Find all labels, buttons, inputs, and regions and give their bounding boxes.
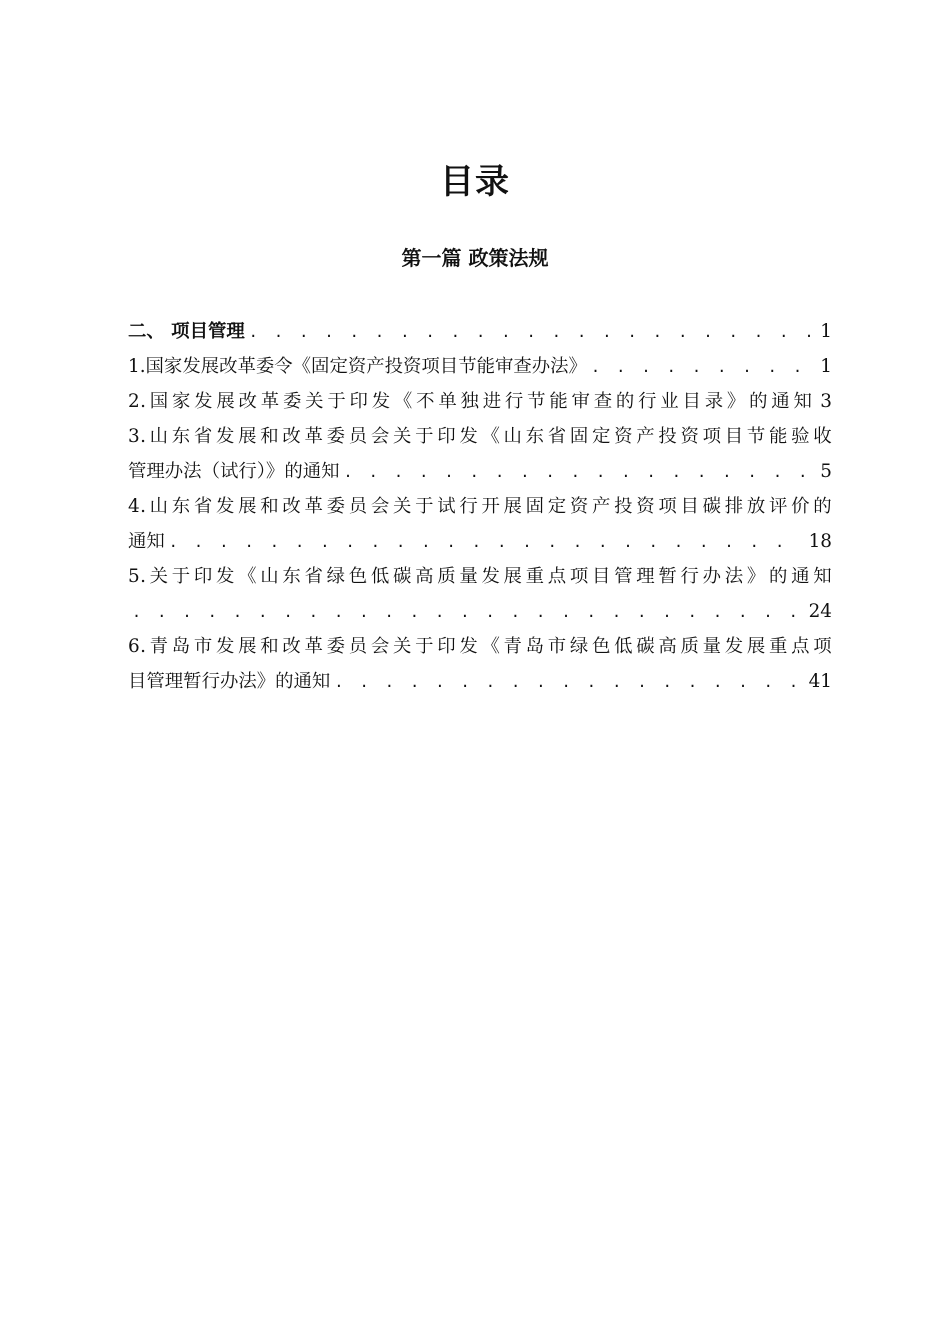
dot-leader	[169, 525, 803, 560]
toc-entry-5[interactable]	[128, 559, 832, 629]
dot-leader	[334, 665, 802, 700]
toc-entry-4[interactable]	[128, 489, 832, 559]
toc-entry-6[interactable]	[128, 629, 832, 699]
toc-entry-1[interactable]	[128, 349, 832, 384]
toc-entry-text-line2: 通知	[128, 531, 165, 552]
toc-entry-text: 1.国家发展改革委令《固定资产投资项目节能审查办法》	[128, 356, 587, 377]
toc-entry-3[interactable]	[128, 419, 832, 489]
part-title: 第一篇 政策法规	[401, 246, 549, 270]
toc-section-heading[interactable]	[128, 314, 832, 349]
toc-page-number: 3	[820, 391, 832, 412]
toc-entry-text-line1: 6.青岛市发展和改革委员会关于印发《青岛市绿色低碳高质量发展重点项	[128, 636, 832, 657]
toc-page-number: 1	[820, 356, 832, 377]
dot-leader	[249, 315, 815, 350]
toc-entry-2[interactable]	[128, 384, 832, 419]
dot-leader	[591, 350, 814, 385]
toc-page-number: 5	[820, 461, 832, 482]
toc-entry-text: 2.国家发展改革委关于印发《不单独进行节能审查的行业目录》的通知	[128, 391, 813, 412]
toc-page-number: 24	[808, 601, 832, 622]
toc-page-number: 18	[808, 531, 832, 552]
dot-leader	[344, 455, 815, 490]
toc-page-number: 41	[808, 671, 832, 692]
dot-leader	[132, 595, 803, 630]
toc-entry-text-line2: 目管理暂行办法》的通知	[128, 671, 331, 692]
toc-page-number: 1	[820, 321, 832, 342]
toc-section-label: 二、 项目管理	[128, 321, 245, 342]
page-title: 目录	[440, 162, 510, 202]
toc-entry-text-line1: 5.关于印发《山东省绿色低碳高质量发展重点项目管理暂行办法》的通知	[128, 566, 832, 587]
toc-entry-text-line2: 管理办法（试行）》的通知	[128, 461, 340, 482]
toc-entry-text-line1: 4.山东省发展和改革委员会关于试行开展固定资产投资项目碳排放评价的	[128, 496, 832, 517]
table-of-contents	[128, 314, 832, 699]
toc-entry-text-line1: 3.山东省发展和改革委员会关于印发《山东省固定资产投资项目节能验收	[128, 426, 832, 447]
